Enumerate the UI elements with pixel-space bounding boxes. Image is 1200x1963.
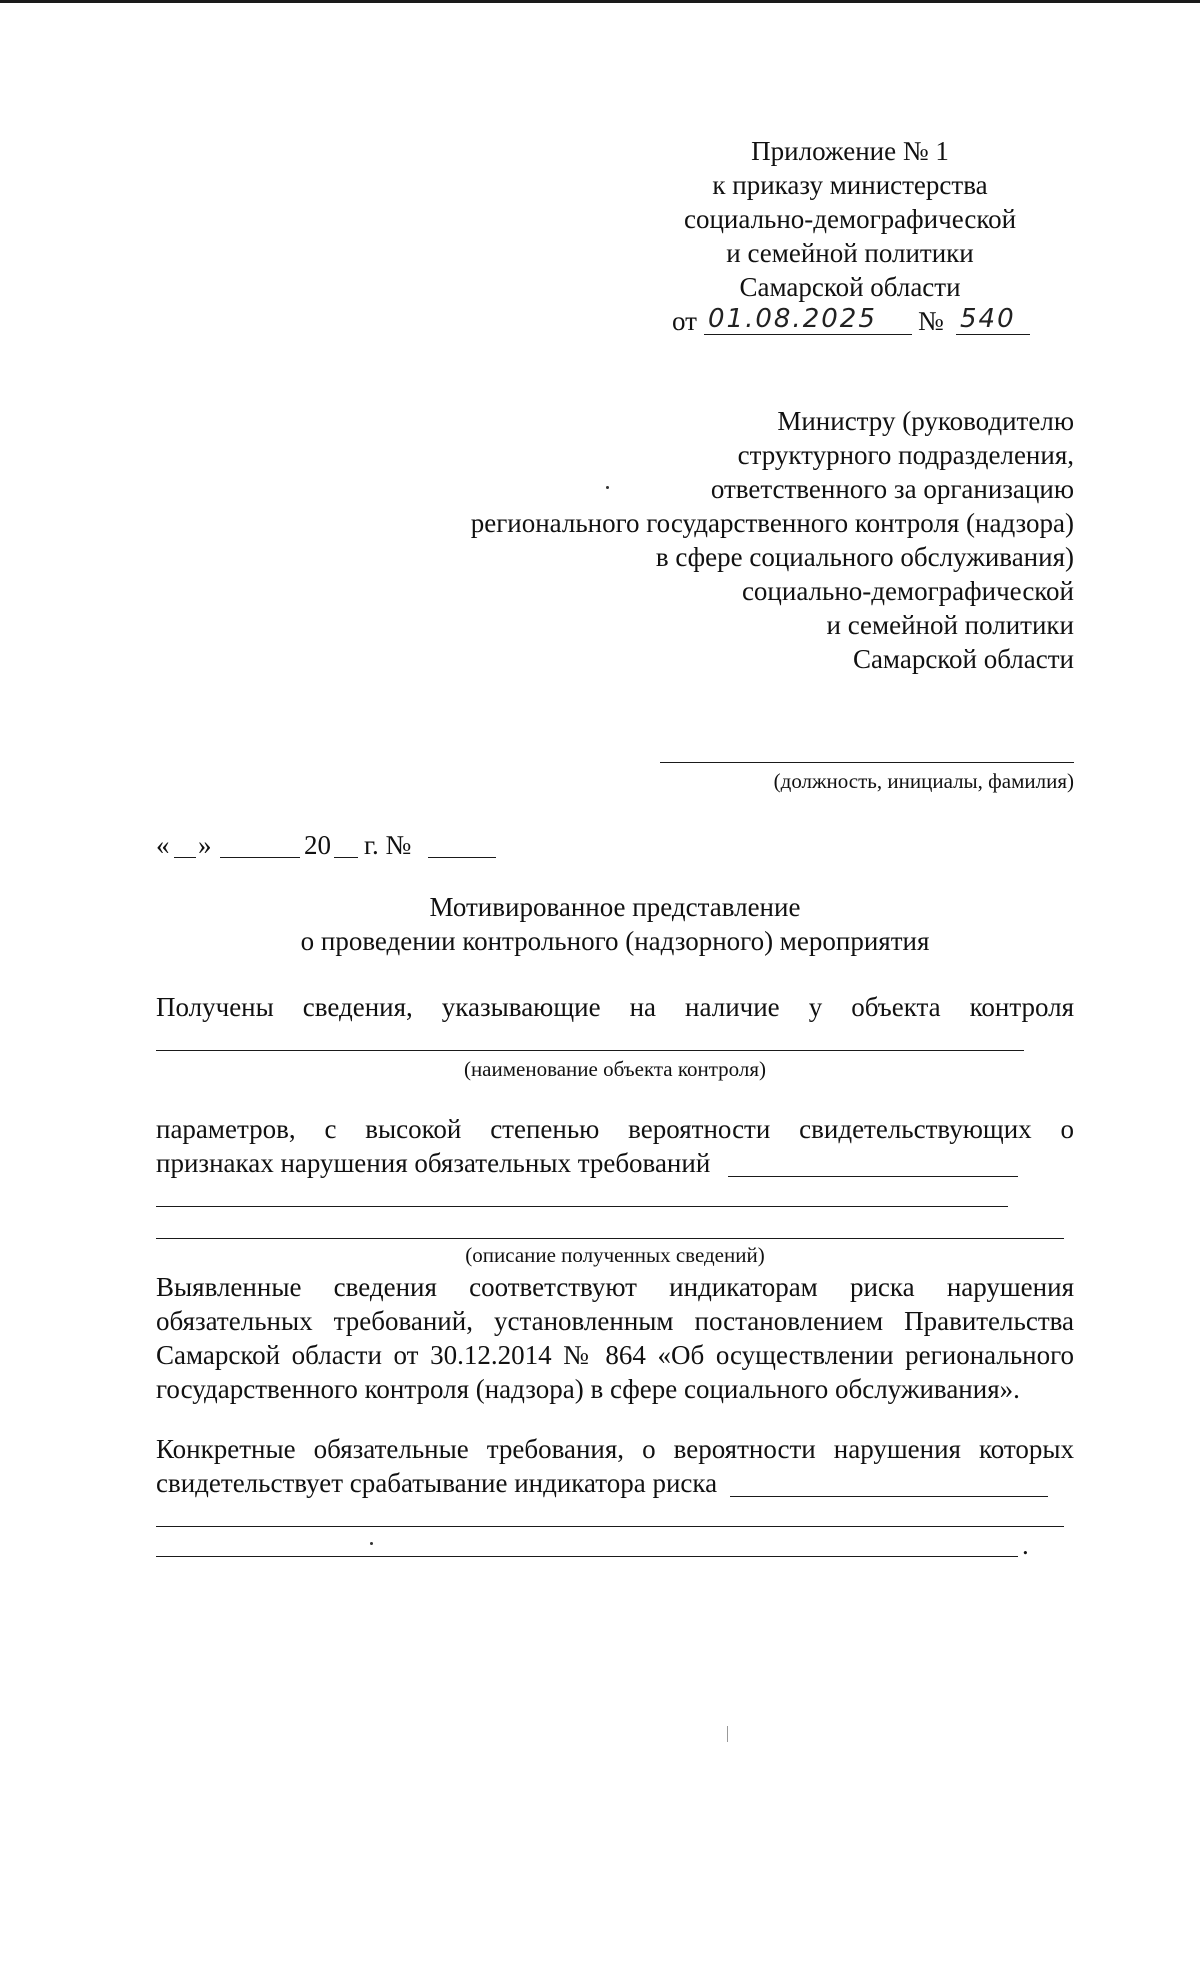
month-blank xyxy=(220,857,300,858)
order-number-handwritten: 540 xyxy=(960,304,1016,334)
number-blank xyxy=(428,857,496,858)
signature-line xyxy=(660,762,1074,763)
end-period: . xyxy=(1022,1530,1029,1560)
order-date-underline xyxy=(704,334,912,335)
scan-speck xyxy=(370,1542,373,1545)
appendix-line: и семейной политики xyxy=(726,238,974,268)
year-prefix: 20 xyxy=(304,830,331,860)
addressee-line: социально-демографической xyxy=(741,576,1074,606)
signature-caption: (должность, инициалы, фамилия) xyxy=(773,769,1074,793)
appendix-line: к приказу министерства xyxy=(712,170,988,200)
paragraph-3-line: обязательных требований, установленным постановлением Правительства xyxy=(156,1306,1074,1336)
paragraph-2-line: параметров, с высокой степенью вероятности свидетельствующих о xyxy=(156,1114,1074,1144)
document-title: Мотивированное представление xyxy=(429,892,801,922)
info-caption: (описание полученных сведений) xyxy=(465,1243,765,1267)
info-blank-line xyxy=(156,1238,1064,1239)
date-open-quote: « xyxy=(156,830,170,860)
scan-speck xyxy=(606,486,609,489)
appendix-line: Самарской области xyxy=(739,272,961,302)
paragraph-4-line: Конкретные обязательные требования, о вероятности нарушения которых xyxy=(156,1434,1074,1464)
paragraph-3-line: Самарской области от 30.12.2014 № 864 «Об осуществлении регионального xyxy=(156,1340,1074,1370)
scan-mark xyxy=(727,1726,728,1742)
object-name-caption: (наименование объекта контроля) xyxy=(463,1057,767,1081)
order-number-prefix: № xyxy=(918,306,944,336)
addressee-line: регионального государственного контроля (надзора) xyxy=(470,508,1074,538)
addressee-line: структурного подразделения, xyxy=(737,440,1074,470)
appendix-title: Приложение № 1 xyxy=(751,136,949,166)
addressee-line: и семейной политики xyxy=(826,610,1074,640)
requirements-blank-line xyxy=(156,1556,1018,1557)
number-label: г. № xyxy=(364,830,412,860)
risk-requirements-blank xyxy=(730,1496,1048,1497)
order-number-underline xyxy=(956,334,1030,335)
paragraph-2-line: признаках нарушения обязательных требований xyxy=(156,1148,711,1178)
addressee-line: в сфере социального обслуживания) xyxy=(655,542,1074,572)
paragraph-3-line: государственного контроля (надзора) в сфере социального обслуживания». xyxy=(156,1374,1020,1404)
year-blank xyxy=(334,857,358,858)
document-subtitle: о проведении контрольного (надзорного) мероприятия xyxy=(300,926,930,956)
addressee-line: Самарской области xyxy=(852,644,1074,674)
object-name-line xyxy=(156,1050,1024,1051)
info-blank-line xyxy=(156,1206,1008,1207)
day-blank xyxy=(174,857,196,858)
order-date-handwritten: 01.08.2025 xyxy=(708,304,877,334)
requirements-blank-line xyxy=(156,1526,1064,1527)
date-close-quote: » xyxy=(198,830,212,860)
addressee-line: ответственного за организацию xyxy=(710,474,1074,504)
order-date-prefix: от xyxy=(672,306,697,336)
scan-top-edge xyxy=(0,0,1200,3)
addressee-line: Министру (руководителю xyxy=(777,406,1074,436)
paragraph-4-line: свидетельствует срабатывание индикатора риска xyxy=(156,1468,718,1498)
requirements-blank xyxy=(728,1176,1018,1177)
appendix-line: социально-демографической xyxy=(683,204,1017,234)
paragraph-1-line: Получены сведения, указывающие на наличие у объекта контроля xyxy=(156,992,1074,1022)
paragraph-3-line: Выявленные сведения соответствуют индикаторам риска нарушения xyxy=(156,1272,1074,1302)
